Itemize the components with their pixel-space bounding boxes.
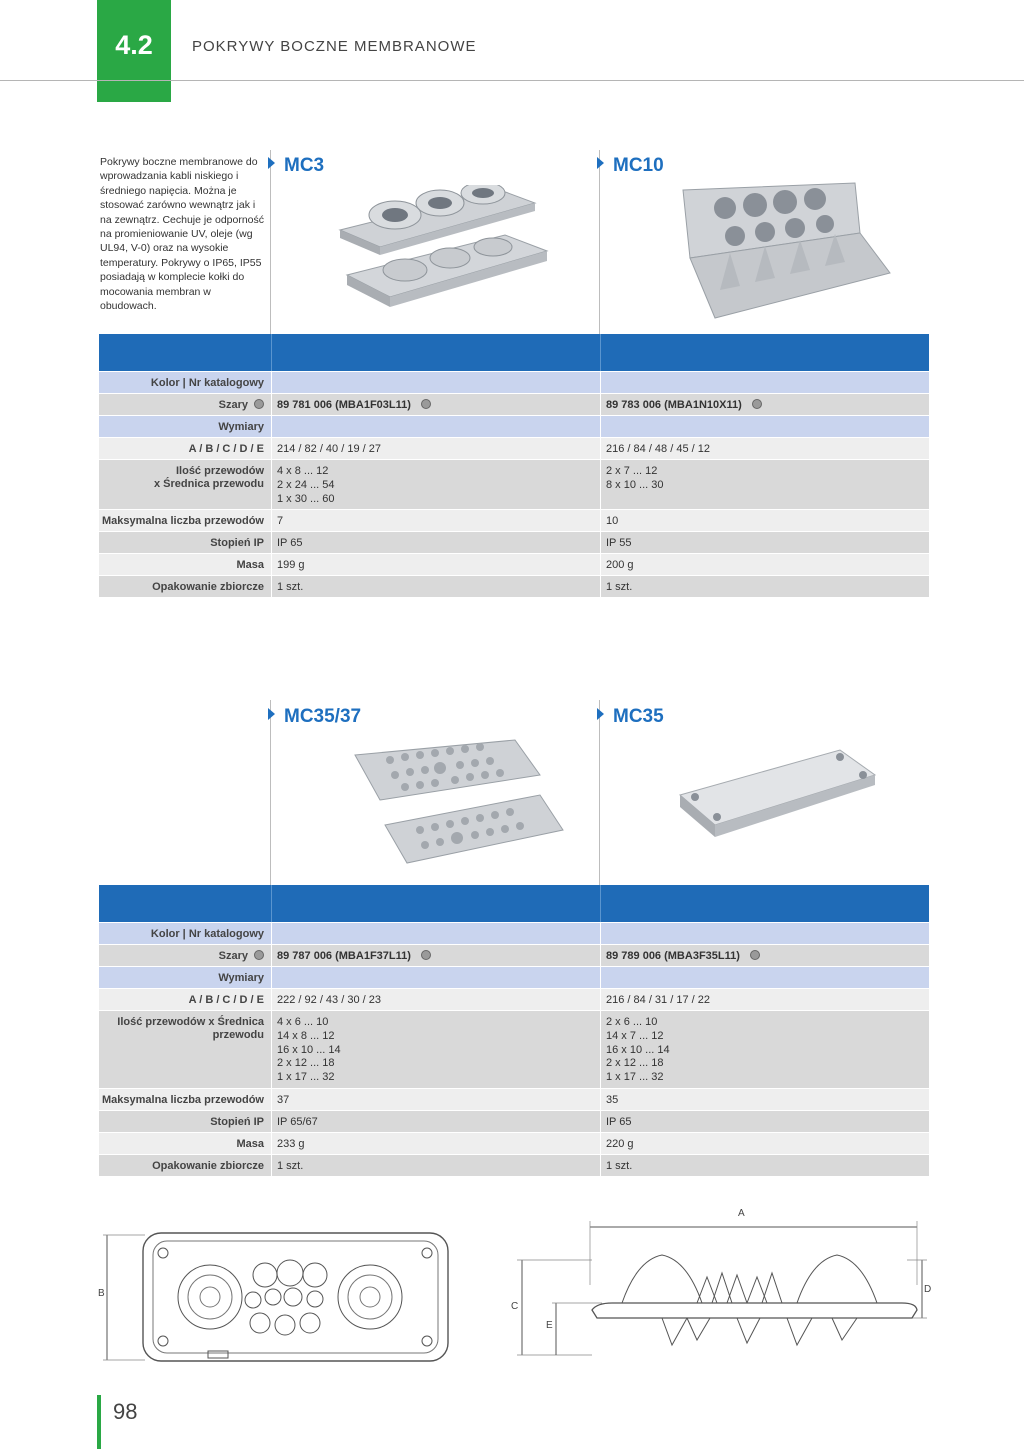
spec-table-bottom — [99, 885, 929, 1179]
table-row: A / B / C / D / E 214 / 82 / 40 / 19 / 27 216 / 84 / 48 / 45 / 12 — [99, 438, 929, 460]
grey-color-dot — [750, 950, 760, 960]
mc3537-product-image — [345, 735, 570, 875]
product-title-mc35: MC35 — [597, 706, 664, 728]
mc35-product-image — [675, 745, 885, 855]
dim-label-d: D — [924, 1284, 932, 1295]
spec-table-top — [99, 334, 929, 600]
table-row: Ilość przewodów x Średnica przewodu 4 x 6 ... 10 14 x 8 ... 12 16 x 10 ... 14 2 x 12 ... 18 1 x 17 ... 32 2 x 6 ... 10 14 x 7 ... 12 16 x 10 ... 14 2 x 12 ... 18 1 x 17 ... 32 — [99, 1011, 929, 1089]
table-row: Szary 89 781 006 (MBA1F03L11) 89 783 006 (MBA1N10X11) — [99, 394, 929, 416]
column-divider — [270, 150, 271, 338]
table-row: Opakowanie zbiorcze 1 szt. 1 szt. — [99, 576, 929, 598]
column-divider — [270, 700, 271, 888]
table-row: Maksymalna liczba przewodów 7 10 — [99, 510, 929, 532]
section-number: 4.2 — [115, 30, 153, 60]
table-header-row — [99, 334, 929, 372]
mc3-product-image — [335, 185, 560, 325]
side-view-drawing — [512, 1215, 937, 1365]
table-row: A / B / C / D / E 222 / 92 / 43 / 30 / 23 216 / 84 / 31 / 17 / 22 — [99, 989, 929, 1011]
table-row: Stopień IP IP 65 IP 55 — [99, 532, 929, 554]
table-row: Kolor | Nr katalogowy — [99, 372, 929, 394]
intro-text: Pokrywy boczne membranowe do wprowadzania kabli niskiego i średniego napięcia. Można je stosować zarówno wewnątrz jak i na zewnątrz. Cechuje je odporność na promieniowanie UV, oleje (wg UL94, V-0) oraz na wysokie temperatury. Pokrywy o IP65, IP55 posiadają w komplecie kołki do mocowania membran w obudowach. — [100, 156, 265, 313]
table-row: Ilość przewodów x Średnica przewodu 4 x 8 ... 12 2 x 24 ... 54 1 x 30 ... 60 2 x 7 ... 12 8 x 10 ... 30 — [99, 460, 929, 510]
table-row: Masa 199 g 200 g — [99, 554, 929, 576]
table-header-row — [99, 885, 929, 923]
column-divider — [599, 150, 600, 338]
grey-color-dot — [421, 950, 431, 960]
grey-color-dot — [421, 399, 431, 409]
front-view-drawing — [95, 1225, 460, 1370]
product-title-mc10: MC10 — [597, 155, 664, 177]
table-row: Maksymalna liczba przewodów 37 35 — [99, 1089, 929, 1111]
dim-label-e: E — [546, 1320, 553, 1331]
dim-label-c: C — [511, 1301, 519, 1312]
section-title: POKRYWY BOCZNE MEMBRANOWE — [192, 38, 477, 55]
table-row: Stopień IP IP 65/67 IP 65 — [99, 1111, 929, 1133]
column-divider — [599, 700, 600, 888]
page-number: 98 — [113, 1399, 138, 1424]
table-row: Opakowanie zbiorcze 1 szt. 1 szt. — [99, 1155, 929, 1177]
grey-color-dot — [254, 399, 264, 409]
section-number-box — [97, 0, 171, 102]
table-row: Masa 233 g 220 g — [99, 1133, 929, 1155]
table-row: Szary 89 787 006 (MBA1F37L11) 89 789 006 (MBA3F35L11) — [99, 945, 929, 967]
grey-color-dot — [752, 399, 762, 409]
mc10-product-image — [675, 178, 900, 323]
grey-color-dot — [254, 950, 264, 960]
product-title-mc3537: MC35/37 — [268, 706, 361, 728]
dim-label-b: B — [98, 1288, 105, 1299]
dim-label-a: A — [738, 1208, 745, 1219]
page-number-bar — [97, 1395, 101, 1449]
table-row: Kolor | Nr katalogowy — [99, 923, 929, 945]
header-divider — [0, 80, 1024, 81]
table-row: Wymiary — [99, 416, 929, 438]
product-title-mc3: MC3 — [268, 155, 324, 177]
table-row: Wymiary — [99, 967, 929, 989]
